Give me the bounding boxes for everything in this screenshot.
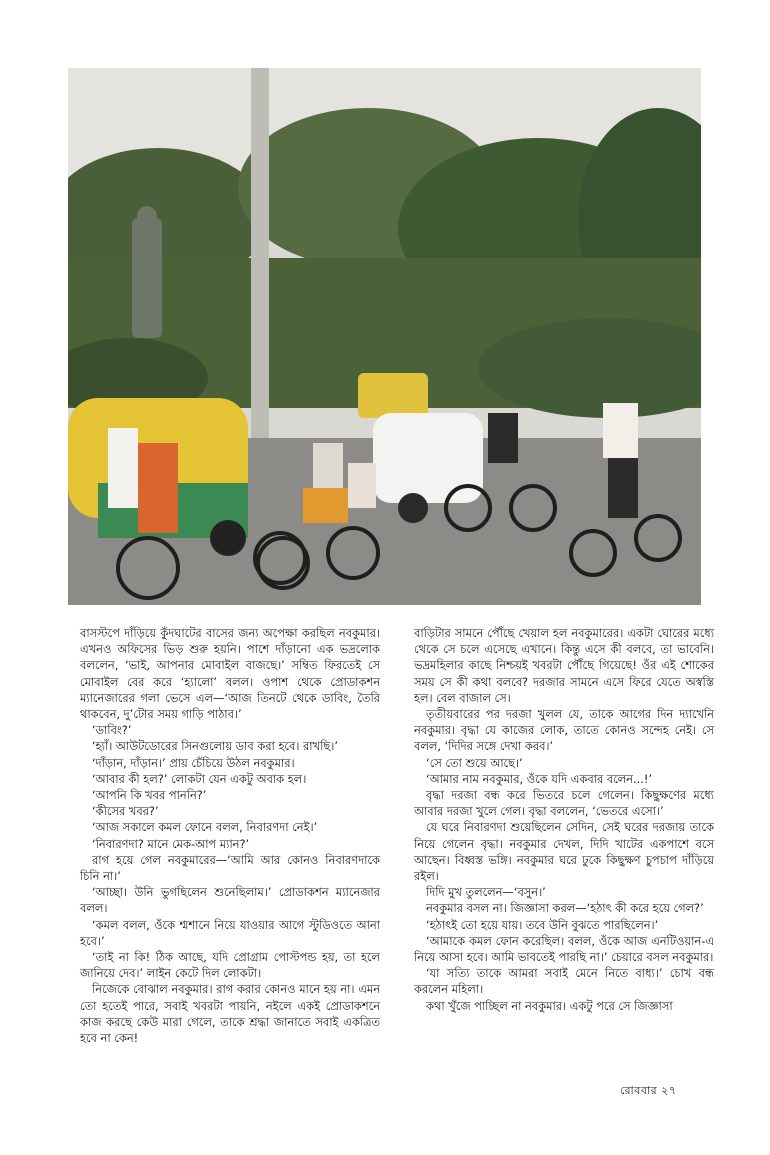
paragraph: তৃতীয়বারের পর দরজা খুলল যে, তাকে আগের দিন দ্যাখেনি নবকুমার। বৃদ্ধা যে কাজের লোক, তাতে কোনও সন্দেহ নেই। সে বলল, ‘দিদির সঙ্গে দেখা করব।’ — [414, 707, 714, 754]
paragraph: ‘আমার নাম নবকুমার, ওঁকে যদি একবার বলেন...!’ — [426, 771, 653, 786]
paragraph: ‘আপনি কি খবর পাননি?’ — [92, 788, 207, 803]
paragraph: বৃদ্ধা দরজা বন্ধ করে ভিতরে চলে গেলেন। কিছুক্ষণের মধ্যে আবার দরজা খুলে গেল। বৃদ্ধা বললেন, ‘ভেতরে এসো।’ — [414, 788, 714, 819]
paragraph: ‘নিবারণদা? মানে মেক-আপ ম্যান?’ — [92, 836, 250, 851]
paragraph: যে ঘরে নিবারণদা শুয়েছিলেন সেদিন, সেই ঘরের দরজায় তাকে নিয়ে গেলেন বৃদ্ধা। নবকুমার দেখল, দিদি খাটের একপাশে বসে আছেন। বিধ্বস্ত ভঙ্গি। নবকুমার ঘরে ঢুকে কিছুক্ষণ চুপচাপ দাঁড়িয়ে রইল। — [414, 820, 714, 884]
paragraph: ‘আচ্ছা। উনি ভুগছিলেন শুনেছিলাম।’ প্রোডাকশন ম্যানেজার বলল। — [80, 885, 380, 916]
paragraph: নিজেকে বোঝাল নবকুমার। রাগ করার কোনও মানে হয় না। এমন তো হতেই পারে, সবাই খবরটা পায়নি, নইলে একই প্রোডাকশনে কাজ করছে কেউ মারা গেলে, তাকে শ্রদ্ধা জানাতে সবাই একত্রিত হবে না কেন! — [80, 982, 380, 1046]
story-right-column — [414, 625, 714, 1014]
paragraph: বাড়িটার সামনে পৌঁছে খেয়াল হল নবকুমারের। একটা ঘোরের মধ্যে থেকে সে চলে এসেছে এখানে। কিন্তু এসে কী বলবে, তা ভাবেনি। ভদ্রমহিলার কাছে নিশ্চয়ই খবরটা পৌঁছে গিয়েছে! ওঁর এই শোকের সময় সে কী কথা বলবে? দরজার সামনে এসে ফিরে যেতে অস্বস্তি হল। বেল বাজাল সে। — [414, 626, 714, 705]
paragraph: ‘আমাকে কমল ফোন করেছিল। বলল, ওঁকে আজ এনটিওয়ান-এ নিয়ে আসা হবে। আমি ভাবতেই পারছি না।’ চেয়ারে বসল নবকুমার। — [414, 933, 714, 965]
paragraph: ‘সে তো শুয়ে আছে।’ — [426, 755, 523, 770]
paragraph: নবকুমার বসল না। জিজ্ঞাসা করল—‘হঠাৎ কী করে হয়ে গেল?’ — [426, 901, 704, 916]
paragraph: ‘হ্যাঁ। আউটডোরের সিনগুলোয় ডাব করা হবে। রাখছি।’ — [92, 739, 338, 754]
paragraph: রাগ হয়ে গেল নবকুমারের—‘আমি আর কোনও নিবারণদাকে চিনি না।’ — [80, 852, 380, 884]
story-left-column — [80, 625, 380, 1046]
paragraph: ‘ডাবিং?’ — [92, 723, 132, 738]
street-scene-image — [68, 68, 701, 605]
paragraph: ‘দাঁড়ান, দাঁড়ান।’ প্রায় চেঁচিয়ে উঠল নবকুমার। — [92, 755, 295, 770]
paragraph: কথা খুঁজে পাচ্ছিল না নবকুমার। একটু পরে সে জিজ্ঞাসা — [426, 998, 673, 1013]
paragraph: ‘কীসের খবর?’ — [92, 804, 159, 819]
paragraph: ‘হঠাৎই তো হয়ে যায়। তবে উনি বুঝতে পারছিলেন।’ — [426, 917, 659, 932]
paragraph: ‘আজ সকালে কমল ফোনে বলল, নিবারণদা নেই।’ — [92, 820, 318, 835]
paragraph: বাসস্টপে দাঁড়িয়ে কুঁদঘাটের বাসের জন্য অপেক্ষা করছিল নবকুমার। এখনও অফিসের ভিড় শুরু হয়নি। পাশে দাঁড়ানো এক ভদ্রলোক বললেন, ‘ভাই, আপনার মোবাইল বাজছে।’ সম্বিত ফিরতেই সে মোবাইল বের করে ‘হ্যালো’ বলল। ওপাশ থেকে প্রোডাকশন ম্যানেজারের গলা ভেসে এল—‘আজ তিনটে থেকে ডাবিং, তৈরি থাকবেন, দু’টোর সময় গাড়ি পাঠাব।’ — [80, 626, 380, 722]
paragraph: ‘কমল বলল, ওঁকে শ্মশানে নিয়ে যাওয়ার আগে স্টুডিওতে আনা হবে।’ — [80, 917, 380, 948]
paragraph: ‘আবার কী হল?’ লোকটা যেন একটু অবাক হল। — [92, 771, 307, 786]
street-scene-photo — [68, 68, 701, 605]
paragraph: দিদি মুখ তুললেন—‘বসুন।’ — [426, 885, 546, 900]
paragraph: ‘তাই না কি! ঠিক আছে, যদি প্রোগ্রাম পোস্টপন্ড হয়, তা হলে জানিয়ে দেব।’ লাইন কেটে দিল লোকটা। — [80, 950, 380, 981]
page-folio: রোববার ২৭ — [620, 1084, 677, 1097]
paragraph: ‘যা সত্যি তাকে আমরা সবাই মেনে নিতে বাধ্য।’ চোখ বন্ধ করলেন মহিলা। — [414, 966, 714, 997]
